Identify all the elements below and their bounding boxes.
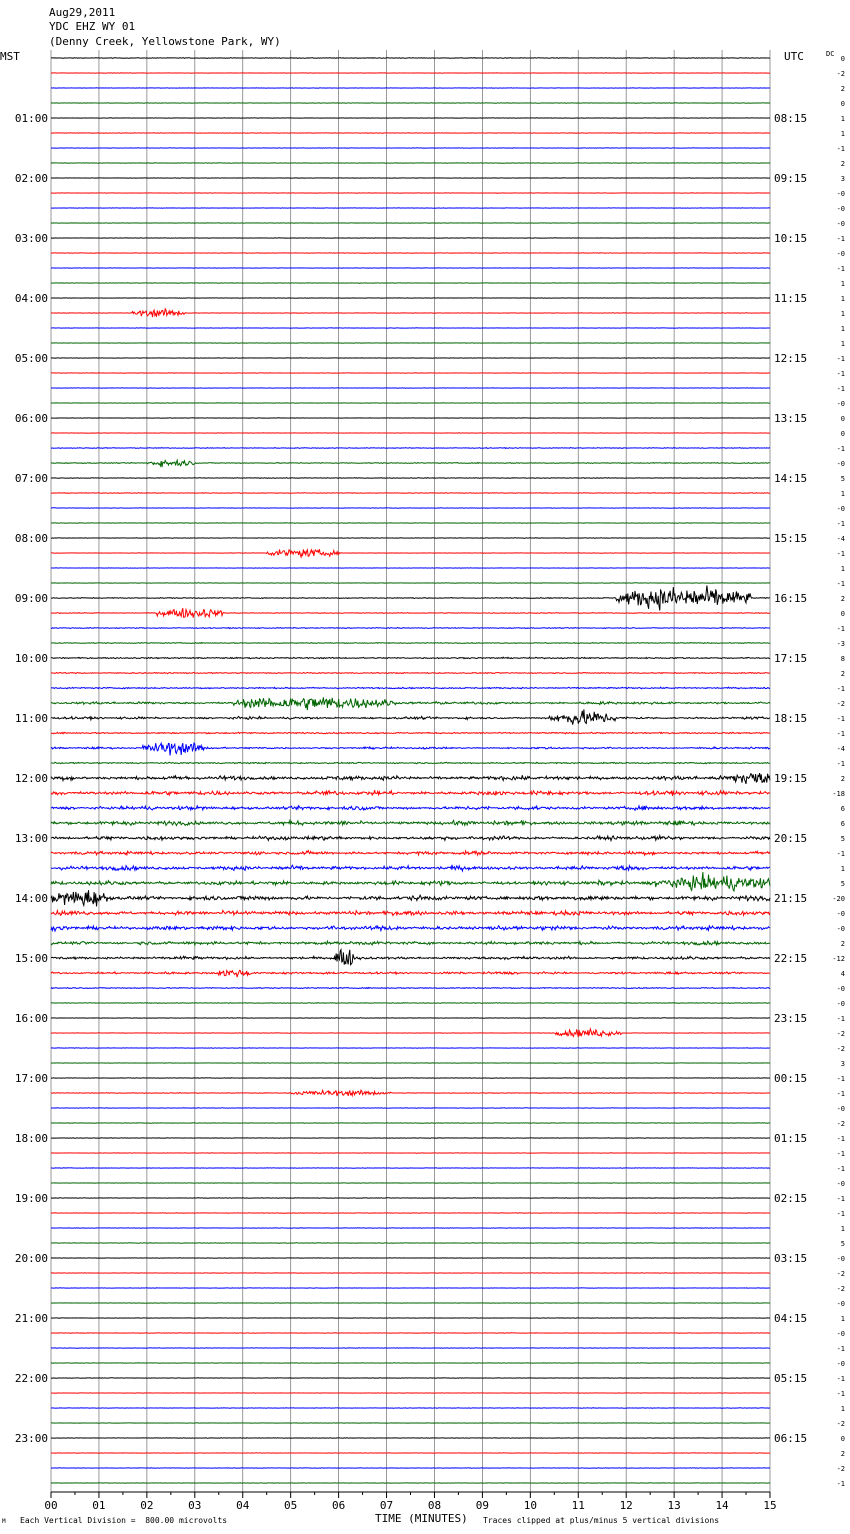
x-tick-label-13: 13	[667, 1499, 681, 1512]
trace-line	[51, 743, 770, 755]
dc-offset-label: 1	[840, 280, 845, 288]
dc-offset-label: 2	[840, 160, 845, 168]
left-hour-label: 09:00	[14, 592, 48, 605]
trace-line	[51, 1029, 770, 1037]
right-hour-label: 05:15	[774, 1372, 808, 1385]
trace-line	[51, 851, 770, 856]
trace-line	[51, 1168, 770, 1169]
trace-line	[51, 460, 770, 467]
trace-line	[51, 987, 770, 988]
axis-labels	[15, 55, 845, 1512]
left-hour-label: 12:00	[14, 772, 48, 785]
dc-offset-label: -0	[836, 1105, 845, 1113]
dc-offset-label: -3	[836, 640, 845, 648]
dc-offset-label: -0	[836, 1300, 845, 1308]
trace-line	[51, 58, 770, 59]
right-hour-label: 11:15	[774, 292, 808, 305]
trace-line	[51, 1228, 770, 1229]
dc-offset-label: 5	[840, 880, 845, 888]
trace-line	[51, 1213, 770, 1214]
dc-offset-label: 6	[840, 805, 845, 813]
left-hour-label: 18:00	[14, 1132, 48, 1145]
trace-line	[51, 1078, 770, 1079]
right-hour-label: 01:15	[774, 1132, 808, 1145]
dc-offset-label: -1	[836, 1090, 845, 1098]
location-label: (Denny Creek, Yellowstone Park, WY)	[49, 35, 281, 48]
dc-offset-label: -1	[836, 235, 845, 243]
trace-line	[51, 941, 770, 945]
dc-offset-label: -0	[836, 985, 845, 993]
left-hour-label: 11:00	[14, 712, 48, 725]
right-hour-label: 18:15	[774, 712, 808, 725]
trace-line	[51, 1438, 770, 1439]
x-tick-label-00: 00	[44, 1499, 58, 1512]
right-hour-label: 19:15	[774, 772, 808, 785]
right-hour-label: 23:15	[774, 1012, 808, 1025]
dc-offset-label: -1	[836, 355, 845, 363]
right-hour-label: 02:15	[774, 1192, 808, 1205]
dc-offset-label: -0	[836, 1330, 845, 1338]
right-hour-label: 03:15	[774, 1252, 808, 1265]
right-hour-label: 15:15	[774, 532, 808, 545]
dc-offset-label: -2	[836, 700, 845, 708]
trace-line	[51, 1090, 770, 1096]
dc-offset-label: -20	[832, 895, 845, 903]
trace-line	[51, 657, 770, 659]
x-tick-label-08: 08	[427, 1499, 442, 1512]
dc-offset-label: -2	[836, 1465, 845, 1473]
trace-line	[51, 790, 770, 796]
right-hour-label: 00:15	[774, 1072, 808, 1085]
x-tick-label-04: 04	[236, 1499, 250, 1512]
left-hour-label: 15:00	[14, 952, 48, 965]
trace-line	[51, 253, 770, 254]
trace-line	[51, 950, 770, 965]
left-hour-label: 03:00	[14, 232, 48, 245]
dc-offset-label: -1	[836, 1210, 845, 1218]
trace-line	[51, 608, 770, 618]
dc-offset-label: -0	[836, 460, 845, 468]
x-tick-label-09: 09	[475, 1499, 490, 1512]
dc-offset-label: -0	[836, 205, 845, 213]
x-tick-label-11: 11	[571, 1499, 585, 1512]
time-grid	[51, 50, 770, 1498]
right-hour-label: 04:15	[774, 1312, 808, 1325]
right-hour-label: 17:15	[774, 652, 808, 665]
dc-offset-label: -2	[836, 1420, 845, 1428]
x-tick-label-14: 14	[715, 1499, 729, 1512]
dc-offset-label: -2	[836, 70, 845, 78]
dc-offset-label: 1	[840, 865, 845, 873]
dc-offset-label: -1	[836, 1390, 845, 1398]
dc-offset-label: -2	[836, 1045, 845, 1053]
dc-offset-label: -1	[836, 580, 845, 588]
station-label: YDC EHZ WY 01	[49, 20, 136, 33]
trace-line	[51, 309, 770, 317]
trace-line	[51, 103, 770, 104]
trace-line	[51, 1333, 770, 1334]
left-hour-label: 16:00	[14, 1012, 48, 1025]
trace-line	[51, 1243, 770, 1244]
right-hour-label: 13:15	[774, 412, 808, 425]
dc-offset-label: 2	[840, 940, 845, 948]
dc-offset-label: 1	[840, 490, 845, 498]
left-hour-label: 06:00	[14, 412, 48, 425]
dc-offset-label: 1	[840, 310, 845, 318]
right-hour-label: 12:15	[774, 352, 808, 365]
dc-offset-label: -0	[836, 190, 845, 198]
dc-offset-label: 1	[840, 325, 845, 333]
x-tick-label-15: 15	[763, 1499, 777, 1512]
trace-line	[51, 836, 770, 841]
dc-offset-label: 1	[840, 1405, 845, 1413]
trace-line	[51, 478, 770, 479]
dc-offset-header: DC	[826, 50, 835, 58]
trace-line	[51, 523, 770, 524]
x-tick-label-07: 07	[379, 1499, 394, 1512]
trace-line	[51, 163, 770, 164]
dc-offset-label: -2	[836, 1030, 845, 1038]
right-hour-label: 21:15	[774, 892, 808, 905]
right-hour-label: 22:15	[774, 952, 808, 965]
trace-line	[51, 732, 770, 734]
dc-offset-label: -1	[836, 1150, 845, 1158]
x-tick-label-01: 01	[92, 1499, 106, 1512]
trace-line	[51, 538, 770, 539]
trace-line	[51, 890, 770, 906]
dc-offset-label: -12	[832, 955, 845, 963]
right-hour-label: 08:15	[774, 112, 808, 125]
x-tick-label-03: 03	[188, 1499, 202, 1512]
left-hour-label: 02:00	[14, 172, 48, 185]
dc-offset-label: 2	[840, 595, 845, 603]
x-tick-label-12: 12	[619, 1499, 633, 1512]
dc-offset-label: 3	[840, 175, 845, 183]
right-hour-label: 14:15	[774, 472, 808, 485]
dc-offset-label: -1	[836, 625, 845, 633]
trace-line	[51, 970, 770, 977]
trace-line	[51, 1273, 770, 1274]
dc-offset-label: -0	[836, 1180, 845, 1188]
trace-line	[51, 910, 770, 915]
dc-offset-label: -4	[836, 745, 845, 753]
dc-offset-label: -1	[836, 1345, 845, 1353]
trace-line	[51, 762, 770, 764]
x-tick-label-06: 06	[331, 1499, 346, 1512]
trace-line	[51, 865, 770, 871]
dc-offset-label: 0	[840, 55, 845, 63]
dc-offset-label: -1	[836, 685, 845, 693]
dc-offset-label: -0	[836, 400, 845, 408]
dc-offset-label: -0	[836, 505, 845, 513]
dc-offset-label: 0	[840, 1435, 845, 1443]
dc-offset-label: -1	[836, 1015, 845, 1023]
dc-offset-label: -1	[836, 385, 845, 393]
dc-offset-label: -1	[836, 1165, 845, 1173]
dc-offset-label: -2	[836, 1120, 845, 1128]
dc-offset-label: 5	[840, 475, 845, 483]
dc-offset-label: -1	[836, 1480, 845, 1488]
right-hour-label: 20:15	[774, 832, 808, 845]
x-tick-label-05: 05	[284, 1499, 298, 1512]
dc-offset-label: 1	[840, 565, 845, 573]
dc-offset-label: 0	[840, 100, 845, 108]
left-timezone-label: MST	[0, 50, 20, 63]
left-hour-label: 07:00	[14, 472, 48, 485]
footer-mark: M	[2, 1518, 6, 1525]
x-tick-label-02: 02	[140, 1499, 154, 1512]
trace-line	[51, 493, 770, 494]
dc-offset-label: 0	[840, 610, 845, 618]
dc-offset-label: 1	[840, 340, 845, 348]
dc-offset-label: 0	[840, 415, 845, 423]
dc-offset-label: -1	[836, 550, 845, 558]
dc-offset-label: -4	[836, 535, 845, 543]
left-hour-label: 23:00	[14, 1432, 48, 1445]
trace-line	[51, 1408, 770, 1409]
left-hour-label: 05:00	[14, 352, 48, 365]
dc-offset-label: -0	[836, 220, 845, 228]
dc-offset-label: -0	[836, 1000, 845, 1008]
dc-offset-label: 6	[840, 820, 845, 828]
trace-line	[51, 549, 770, 557]
dc-offset-label: -1	[836, 1135, 845, 1143]
right-hour-label: 16:15	[774, 592, 808, 605]
left-hour-label: 14:00	[14, 892, 48, 905]
dc-offset-label: 2	[840, 85, 845, 93]
trace-line	[51, 872, 770, 891]
trace-line	[51, 709, 770, 724]
left-hour-label: 22:00	[14, 1372, 48, 1385]
trace-line	[51, 643, 770, 644]
left-hour-label: 21:00	[14, 1312, 48, 1325]
trace-line	[51, 806, 770, 811]
right-hour-label: 06:15	[774, 1432, 808, 1445]
left-hour-label: 17:00	[14, 1072, 48, 1085]
dc-offset-label: 3	[840, 1060, 845, 1068]
right-hour-label: 09:15	[774, 172, 808, 185]
trace-line	[51, 448, 770, 449]
trace-line	[51, 586, 770, 611]
dc-offset-label: 5	[840, 1240, 845, 1248]
left-hour-label: 04:00	[14, 292, 48, 305]
dc-offset-label: -1	[836, 1075, 845, 1083]
trace-line	[51, 1003, 770, 1004]
trace-line	[51, 672, 770, 673]
clip-note: Traces clipped at plus/minus 5 vertical divisions	[483, 1516, 720, 1525]
trace-line	[51, 133, 770, 134]
dc-offset-label: 1	[840, 295, 845, 303]
dc-offset-label: 1	[840, 115, 845, 123]
trace-line	[51, 820, 770, 825]
x-tick-label-10: 10	[523, 1499, 537, 1512]
dc-offset-label: -2	[836, 1270, 845, 1278]
dc-offset-label: -1	[836, 145, 845, 153]
trace-line	[51, 926, 770, 931]
dc-offset-label: -1	[836, 1375, 845, 1383]
dc-offset-label: -0	[836, 1255, 845, 1263]
left-hour-label: 13:00	[14, 832, 48, 845]
dc-offset-label: 2	[840, 775, 845, 783]
dc-offset-label: 1	[840, 130, 845, 138]
dc-offset-label: -1	[836, 370, 845, 378]
date-label: Aug29,2011	[49, 6, 116, 19]
left-hour-label: 08:00	[14, 532, 48, 545]
right-hour-label: 10:15	[774, 232, 808, 245]
dc-offset-label: -1	[836, 850, 845, 858]
dc-offset-label: -18	[832, 790, 845, 798]
dc-offset-label: 4	[840, 970, 845, 978]
trace-line	[51, 687, 770, 689]
dc-offset-label: 5	[840, 835, 845, 843]
left-hour-label: 10:00	[14, 652, 48, 665]
x-axis-title: TIME (MINUTES)	[375, 1512, 468, 1525]
scale-note: Each Vertical Division = 800.00 microvolts	[20, 1516, 228, 1525]
left-hour-label: 20:00	[14, 1252, 48, 1265]
dc-offset-label: 0	[840, 430, 845, 438]
dc-offset-label: -1	[836, 520, 845, 528]
dc-offset-label: -1	[836, 265, 845, 273]
trace-line	[51, 697, 770, 710]
dc-offset-label: -0	[836, 1360, 845, 1368]
left-hour-label: 19:00	[14, 1192, 48, 1205]
trace-line	[51, 773, 770, 784]
dc-offset-label: -1	[836, 445, 845, 453]
dc-offset-label: 2	[840, 1450, 845, 1458]
dc-offset-label: 8	[840, 655, 845, 663]
dc-offset-label: -1	[836, 730, 845, 738]
dc-offset-label: -0	[836, 925, 845, 933]
trace-line	[51, 628, 770, 629]
dc-offset-label: -1	[836, 760, 845, 768]
trace-line	[51, 1123, 770, 1124]
left-hour-label: 01:00	[14, 112, 48, 125]
dc-offset-label: 2	[840, 670, 845, 678]
dc-offset-label: -1	[836, 715, 845, 723]
dc-offset-label: -0	[836, 250, 845, 258]
dc-offset-label: -0	[836, 910, 845, 918]
seismic-traces	[51, 58, 770, 1484]
dc-offset-label: 1	[840, 1225, 845, 1233]
right-timezone-label: UTC	[784, 50, 804, 63]
dc-offset-label: -1	[836, 1195, 845, 1203]
trace-line	[51, 1048, 770, 1049]
dc-offset-label: 1	[840, 1315, 845, 1323]
dc-offset-label: -2	[836, 1285, 845, 1293]
